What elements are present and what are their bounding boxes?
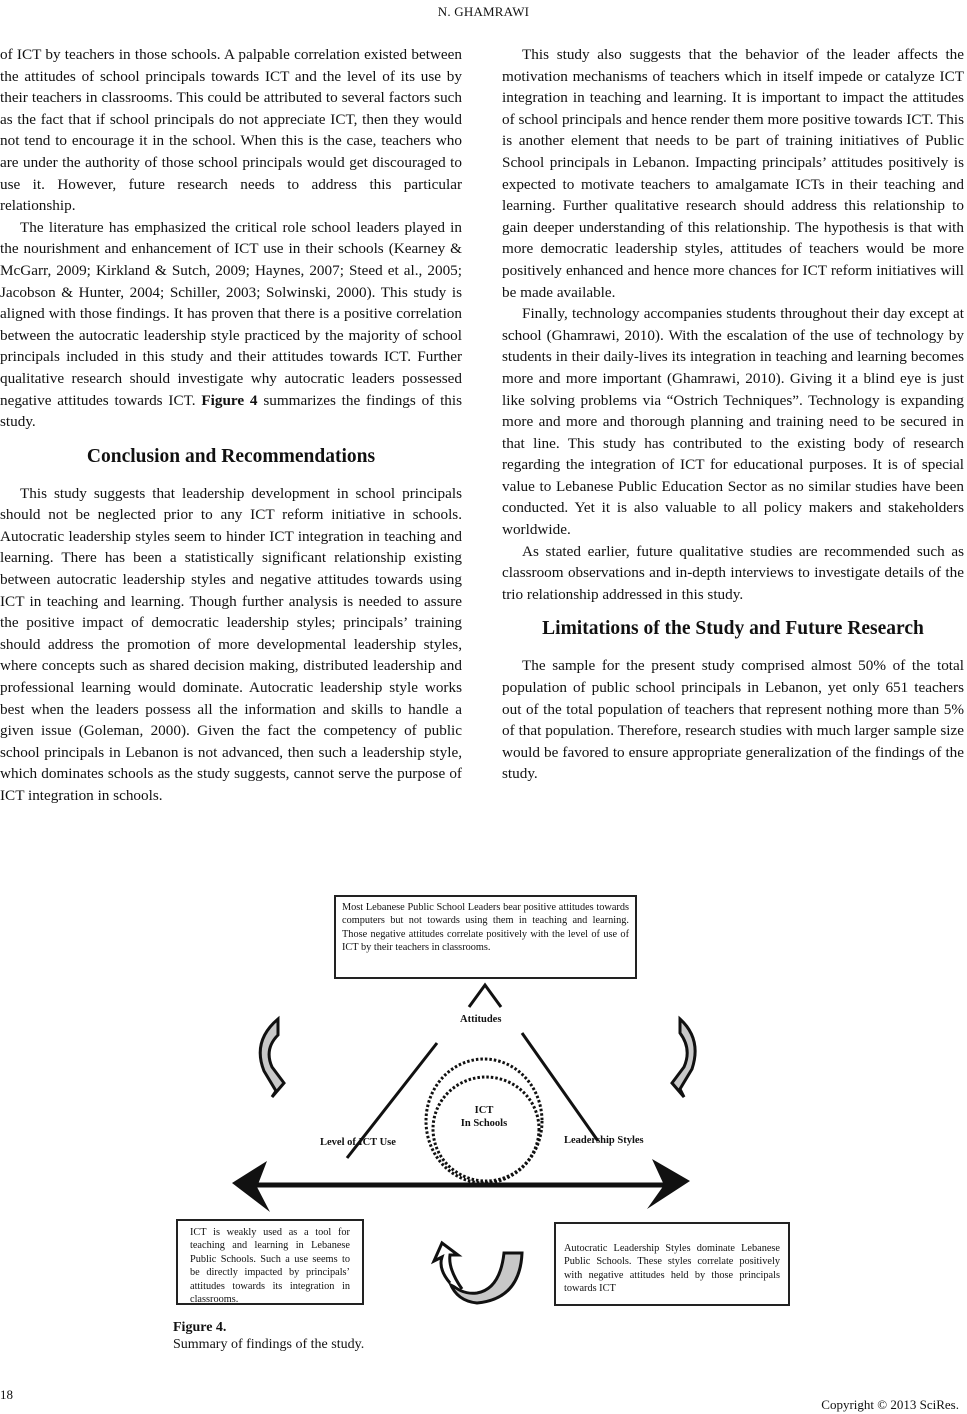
ict-use-finding-box: ICT is weakly used as a tool for teaching and learning in Lebanese Public Schools. Such a use seems to be directly impacted by principals’ attitudes towards its integration in classrooms. (176, 1219, 364, 1305)
attitudes-finding-box: Most Lebanese Public School Leaders bear positive attitudes towards computers but not towards using them in teaching and learning. Those negative attitudes correlate positively with the level of use of ICT by their teachers in classrooms. (334, 895, 637, 979)
paragraph: As stated earlier, future qualitative studies are recommended such as classroom observations and in-depth interviews to investigate details of the trio relationship addressed in this study. (502, 542, 964, 603)
paragraph: The literature has emphasized the critical role school leaders played in the nourishment and enhancement of ICT use in their schools (Kearney & McGarr, 2009; Kirkland & Sutch, 2009; Haynes, 2007; Steed et al., 2005; Jacobson & Hunter, 2004; Schiller, 2003; Solwinski, 2000). This study is aligned with those findings. It has proven that there is a positive correlation between the autocratic leadership style practiced by the majority of school principals included in this study and their attitudes towards ICT. Further qualitative research should investigate why autocratic leaders possessed negative attitudes towards ICT. Figure 4 summarizes the findings of this study. (0, 218, 463, 431)
label-leadership-styles: Leadership Styles (564, 1135, 644, 1146)
paragraph: The sample for the present study comprised almost 50% of the total population of public school principals in Lebanon, yet only 651 teachers out of the total population of teachers that represent nothing more than 5% of that population. Therefore, research studies with much larger sample size would be favored to ensure appropriate generalization of the findings of the study. (502, 657, 964, 783)
figure-4 (172, 891, 790, 1308)
label-attitudes: Attitudes (460, 1014, 502, 1025)
page-number: 18 (0, 1387, 13, 1402)
figure-caption-text: Summary of findings of the study. (173, 1337, 365, 1352)
section-heading: Conclusion and Recommendations (86, 445, 376, 467)
figure-reference: Figure 4 (201, 391, 258, 409)
left-column (0, 44, 462, 807)
leadership-finding-box: Autocratic Leadership Styles dominate Lebanese Public Schools. These styles correlate positively with negative attitudes held by those principals towards ICT (554, 1222, 790, 1306)
right-column (502, 44, 964, 785)
center-label: ICT In Schools (460, 1105, 508, 1129)
label-level-of-ict-use: Level of ICT Use (320, 1137, 396, 1148)
paragraph: This study suggests that leadership development in school principals should not be neglected prior to any ICT reform initiative in schools. Autocratic leadership styles seem to hinder ICT integration in teaching and learning. There has been a statistically significant relationship existing between autocratic leadership styles and negative attitudes towards using ICT in teaching and learning. Though further analysis is needed to assure the positive impact of democratic leadership styles; principals’ training should address the promotion of more developmental leadership styles, where concepts such as shared decision making, distributed leadership and professional learning would dominate. Autocratic leadership style works best when the leaders possess all the information and skills to handle a given issue (Goleman, 2000). Given the fact the competency of public school principals in Lebanon is not advanced, then such a leadership style, which dominates schools as the study suggests, cannot serve the purpose of ICT integration in schools. (0, 484, 462, 804)
paragraph: Finally, technology accompanies students throughout their day except at school (Ghamrawi, 2010). With the escalation of the use of technology by students in their daily-lives its integration in teaching and learning becomes more and more important (Ghamrawi, 2010). Giving it a blind eye is just like solving problems via “Ostrich Techniques”. Technology is expanding more and more and thorough planning and training need to be secured in that line. This study has contributed to the existing body of research regarding the integration of ICT for educational purposes. It is of special value to Lebanese Public Education Sector as no similar studies have been conducted. Yet it is also valuable to all policy makers and stakeholders worldwide. (502, 305, 964, 539)
paragraph: of ICT by teachers in those schools. A palpable correlation existed between the attitudes of school principals towards ICT and the level of its use by their teachers in classrooms. This could be attributed to several factors such as the fact that if school principals do not appreciate ICT, then they would not tend to encourage it in the school. When this is the case, teachers who are under the authority of those school principals would get discouraged to use it. However, future research needs to address this particular relationship. (0, 46, 462, 215)
paragraph: This study also suggests that the behavior of the leader affects the motivation mechanisms of teachers which in itself impede or catalyze ICT integration in teaching and learning. It is important to impact the attitudes of school principals and hence render them more positive towards ICT. This is another element that needs to be part of training initiatives of Public School principals in Lebanon. Impacting principals’ attitudes positively is expected to motivate teachers to amalgamate ICTs in their teaching and learning. Further qualitative research should address this relationship to gain deeper understanding of this relationship. The hypothesis is that with more democratic leadership styles, attitudes of teachers would be more positively enhanced and hence more chances for ICT reform initiatives will be made available. (502, 46, 964, 301)
copyright-notice: Copyright © 2013 SciRes. (821, 1397, 959, 1412)
section-heading: Limitations of the Study and Future Research (542, 618, 924, 640)
running-head: N. GHAMRAWI (437, 4, 530, 19)
figure-caption-title: Figure 4. (173, 1320, 227, 1335)
